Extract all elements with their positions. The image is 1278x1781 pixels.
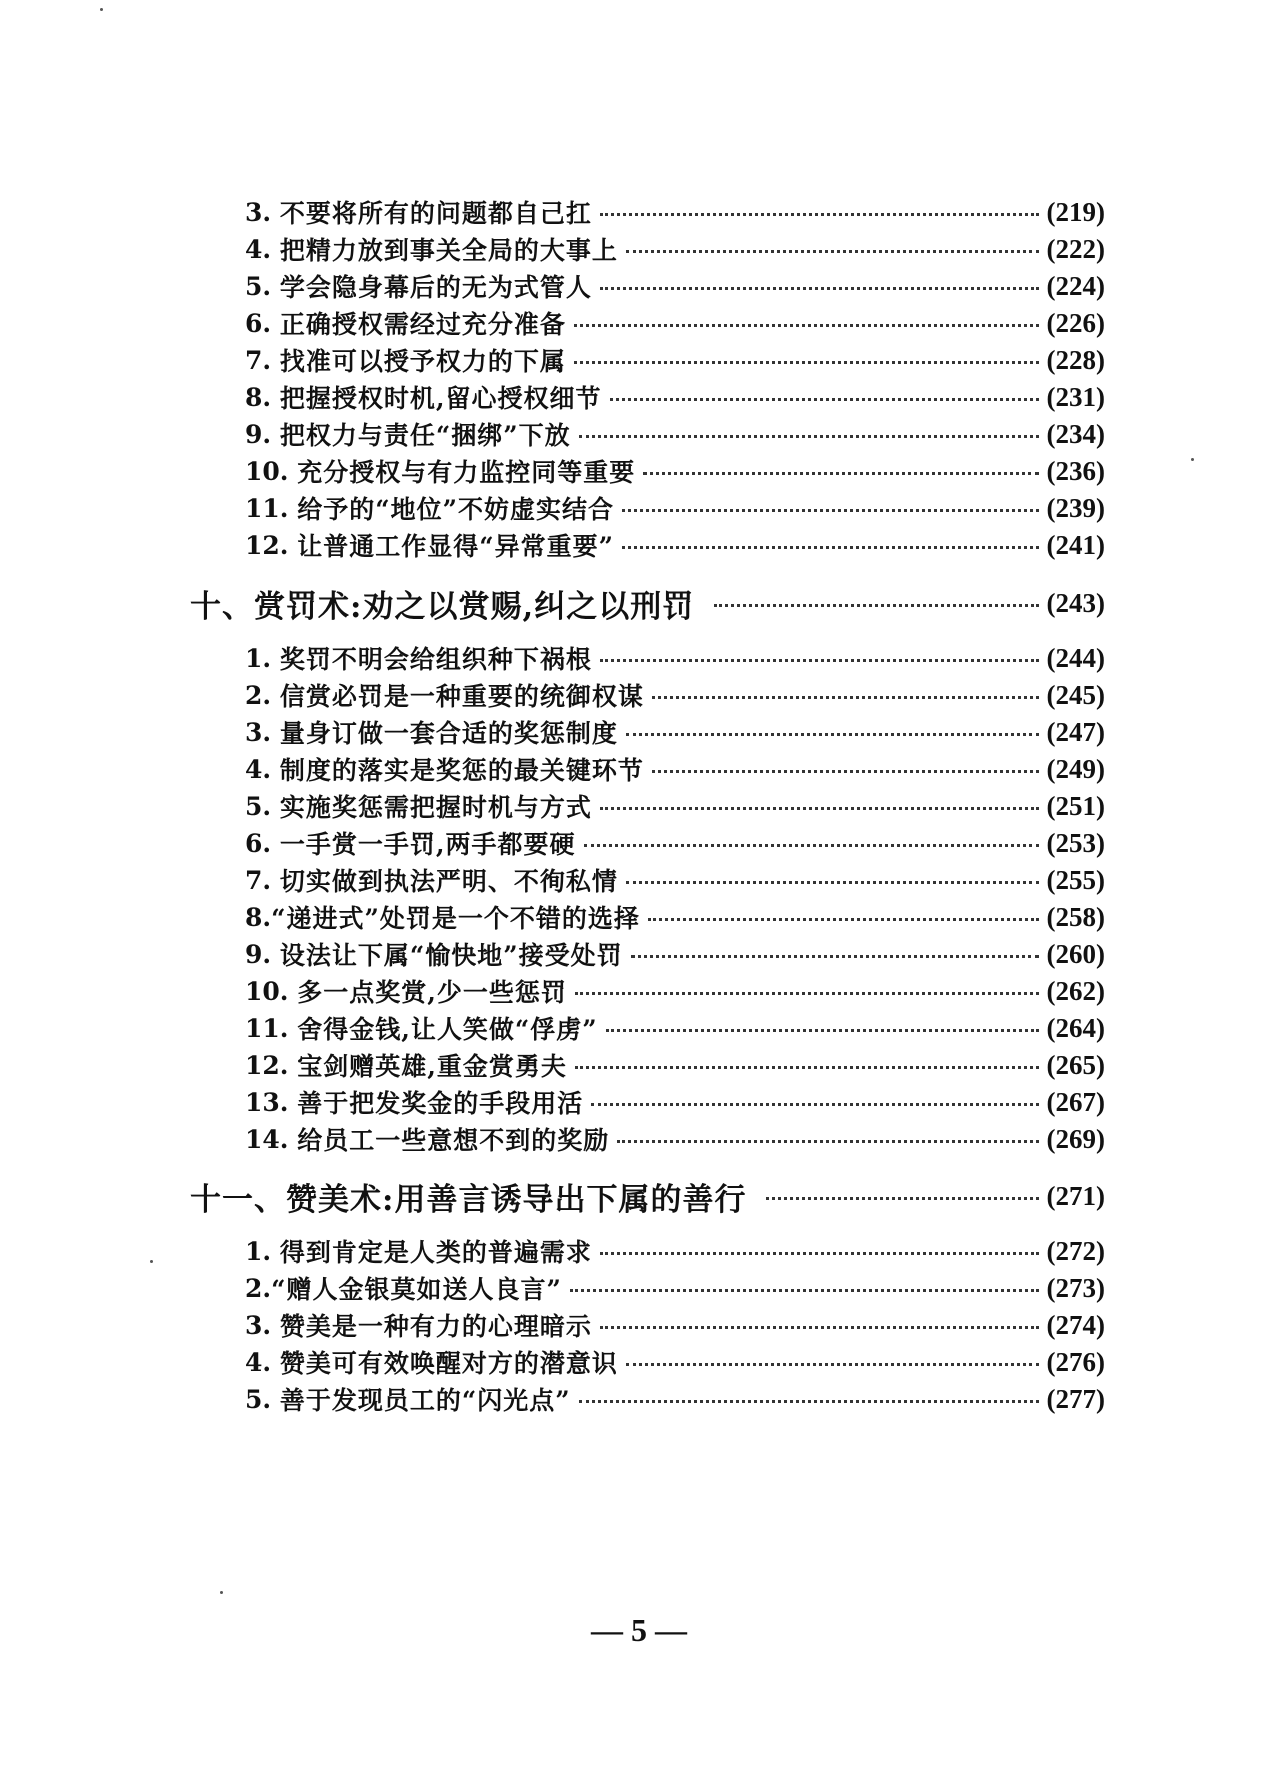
toc-entry (245, 786, 1105, 826)
dot-leader (652, 696, 1039, 699)
entry-page: (222) (1046, 233, 1105, 264)
entry-page: (255) (1046, 864, 1105, 895)
entry-number: 10. (245, 976, 298, 1006)
dot-leader (643, 472, 1038, 475)
toc-entry (245, 340, 1105, 380)
entry-number: 8. (245, 902, 272, 932)
dot-leader (574, 361, 1039, 364)
entry-title: 给员工一些意想不到的奖励 (297, 1126, 610, 1155)
scan-speck (1191, 458, 1194, 461)
chapter-page: (243) (1046, 587, 1105, 618)
entry-title: 不要将所有的问题都自己扛 (279, 199, 592, 228)
entry-title: 得到肯定是人类的普遍需求 (279, 1238, 592, 1267)
entry-page: (265) (1046, 1049, 1105, 1080)
toc-entry (245, 675, 1105, 715)
dot-leader (652, 770, 1039, 773)
entry-number: 5. (245, 791, 280, 821)
entry-number: 12. (245, 530, 298, 560)
toc-entry (245, 266, 1105, 306)
dot-leader (610, 398, 1039, 401)
dot-leader (626, 1363, 1039, 1366)
entry-number: 6. (245, 828, 280, 858)
dot-leader (600, 213, 1039, 216)
toc-entry (245, 712, 1105, 752)
dot-leader (626, 250, 1039, 253)
toc-entry (245, 971, 1105, 1011)
entry-page: (226) (1046, 307, 1105, 338)
scan-speck (220, 1591, 223, 1594)
entry-title: 找准可以授予权力的下属 (279, 347, 566, 376)
entry-page: (273) (1046, 1272, 1105, 1303)
toc-entry (245, 1045, 1105, 1085)
entry-number: 12. (245, 1050, 298, 1080)
toc-entry (245, 229, 1105, 269)
dot-leader (591, 1103, 1038, 1106)
toc-entry (245, 451, 1105, 491)
dot-leader (600, 1326, 1039, 1329)
toc-entry (245, 1379, 1105, 1419)
entry-number: 11. (245, 1013, 298, 1043)
toc-entry (245, 934, 1105, 974)
entry-title: 学会隐身幕后的无为式管人 (279, 273, 592, 302)
toc-entry (245, 377, 1105, 417)
entry-page: (276) (1046, 1346, 1105, 1377)
dot-leader (606, 1029, 1039, 1032)
toc-entry (245, 1305, 1105, 1345)
toc-entry (245, 749, 1105, 789)
entry-title: 信赏必罚是一种重要的统御权谋 (279, 682, 644, 711)
entry-title: 善于发现员工的“闪光点” (279, 1386, 571, 1415)
chapter-page: (271) (1046, 1180, 1105, 1211)
dot-leader (766, 1197, 1038, 1200)
entry-title: 舍得金钱,让人笑做“俘虏” (297, 1015, 598, 1044)
entry-page: (219) (1046, 196, 1105, 227)
dot-leader (575, 992, 1039, 995)
toc-entry (245, 192, 1105, 232)
entry-page: (269) (1046, 1123, 1105, 1154)
dot-leader (584, 844, 1039, 847)
entry-page: (260) (1046, 938, 1105, 969)
entry-page: (245) (1046, 679, 1105, 710)
entry-title: 把握授权时机,留心授权细节 (279, 384, 602, 413)
entry-page: (234) (1046, 418, 1105, 449)
entry-title: 正确授权需经过充分准备 (279, 310, 566, 339)
entry-number: 5. (245, 1384, 280, 1414)
entry-title: 把权力与责任“捆绑”下放 (279, 421, 571, 450)
toc-entry (245, 638, 1105, 678)
dot-leader (600, 807, 1039, 810)
entry-number: 9. (245, 419, 280, 449)
dot-leader (579, 435, 1039, 438)
toc-entry (245, 1119, 1105, 1159)
entry-title: 宝剑赠英雄,重金赏勇夫 (297, 1052, 567, 1081)
entry-number: 10. (245, 456, 298, 486)
entry-number: 7. (245, 865, 280, 895)
entry-page: (231) (1046, 381, 1105, 412)
toc-entry (245, 823, 1105, 863)
entry-title: 善于把发奖金的手段用活 (297, 1089, 584, 1118)
entry-number: 2. (245, 1273, 272, 1303)
entry-number: 8. (245, 382, 280, 412)
toc-entry (245, 488, 1105, 528)
dot-leader (579, 1400, 1039, 1403)
entry-number: 14. (245, 1124, 298, 1154)
dot-leader (622, 546, 1039, 549)
entry-title: 奖罚不明会给组织种下祸根 (279, 645, 592, 674)
dot-leader (570, 1289, 1039, 1292)
entry-title: 一手赏一手罚,两手都要硬 (279, 830, 576, 859)
entry-number: 4. (245, 1347, 280, 1377)
entry-page: (224) (1046, 270, 1105, 301)
toc-entry (245, 525, 1105, 565)
entry-number: 1. (245, 643, 280, 673)
entry-number: 11. (245, 493, 298, 523)
dot-leader (622, 509, 1039, 512)
toc-chapter-heading (190, 1176, 1105, 1216)
entry-number: 2. (245, 680, 280, 710)
entry-title: 设法让下属“愉快地”接受处罚 (279, 941, 623, 970)
dot-leader (600, 659, 1039, 662)
entry-title: 实施奖惩需把握时机与方式 (279, 793, 592, 822)
entry-title: 给予的“地位”不妨虚实结合 (297, 495, 614, 524)
toc-entry (245, 414, 1105, 454)
entry-title: 量身订做一套合适的奖惩制度 (279, 719, 618, 748)
entry-number: 9. (245, 939, 280, 969)
entry-number: 3. (245, 717, 280, 747)
entry-page: (258) (1046, 901, 1105, 932)
toc-entry (245, 1342, 1105, 1382)
entry-page: (236) (1046, 455, 1105, 486)
page-number: — 5 — (591, 1612, 687, 1648)
entry-page: (239) (1046, 492, 1105, 523)
entry-number: 7. (245, 345, 280, 375)
scan-speck (100, 8, 103, 11)
dot-leader (574, 324, 1039, 327)
toc-entry (245, 1008, 1105, 1048)
toc-entry (245, 1231, 1105, 1271)
entry-page: (247) (1046, 716, 1105, 747)
entry-number: 13. (245, 1087, 298, 1117)
entry-number: 1. (245, 1236, 280, 1266)
entry-page: (249) (1046, 753, 1105, 784)
dot-leader (600, 1252, 1039, 1255)
entry-title: 赞美是一种有力的心理暗示 (279, 1312, 592, 1341)
entry-title: 把精力放到事关全局的大事上 (279, 236, 618, 265)
dot-leader (648, 918, 1039, 921)
entry-page: (244) (1046, 642, 1105, 673)
entry-page: (264) (1046, 1012, 1105, 1043)
entry-title: 切实做到执法严明、不徇私情 (279, 867, 618, 896)
entry-number: 3. (245, 197, 280, 227)
toc-entry (245, 860, 1105, 900)
dot-leader (600, 287, 1039, 290)
entry-number: 4. (245, 234, 280, 264)
toc-entry (245, 1082, 1105, 1122)
entry-title: 赞美可有效唤醒对方的潜意识 (279, 1349, 618, 1378)
entry-page: (253) (1046, 827, 1105, 858)
entry-page: (251) (1046, 790, 1105, 821)
toc-entry (245, 1268, 1105, 1308)
entry-title: 多一点奖赏,少一些惩罚 (297, 978, 567, 1007)
entry-page: (228) (1046, 344, 1105, 375)
dot-leader (714, 604, 1038, 607)
chapter-title: 十、赏罚术:劝之以赏赐,纠之以刑罚 (190, 588, 695, 625)
entry-number: 3. (245, 1310, 280, 1340)
entry-page: (277) (1046, 1383, 1105, 1414)
entry-title: “赠人金银莫如送人良言” (271, 1275, 562, 1304)
toc-entry (245, 897, 1105, 937)
entry-title: 制度的落实是奖惩的最关键环节 (279, 756, 644, 785)
entry-title: 充分授权与有力监控同等重要 (297, 458, 636, 487)
entry-number: 6. (245, 308, 280, 338)
dot-leader (626, 733, 1039, 736)
entry-page: (272) (1046, 1235, 1105, 1266)
toc-entry (245, 303, 1105, 343)
entry-page: (241) (1046, 529, 1105, 560)
entry-page: (267) (1046, 1086, 1105, 1117)
dot-leader (626, 881, 1039, 884)
dot-leader (617, 1140, 1038, 1143)
entry-number: 5. (245, 271, 280, 301)
entry-page: (274) (1046, 1309, 1105, 1340)
scan-speck (150, 1260, 153, 1263)
entry-number: 4. (245, 754, 280, 784)
entry-title: 让普通工作显得“异常重要” (297, 532, 614, 561)
entry-title: “递进式”处罚是一个不错的选择 (271, 904, 640, 933)
chapter-title: 十一、赞美术:用善言诱导出下属的善行 (190, 1181, 747, 1218)
entry-page: (262) (1046, 975, 1105, 1006)
toc-chapter-heading (190, 583, 1105, 623)
dot-leader (631, 955, 1039, 958)
dot-leader (575, 1066, 1039, 1069)
